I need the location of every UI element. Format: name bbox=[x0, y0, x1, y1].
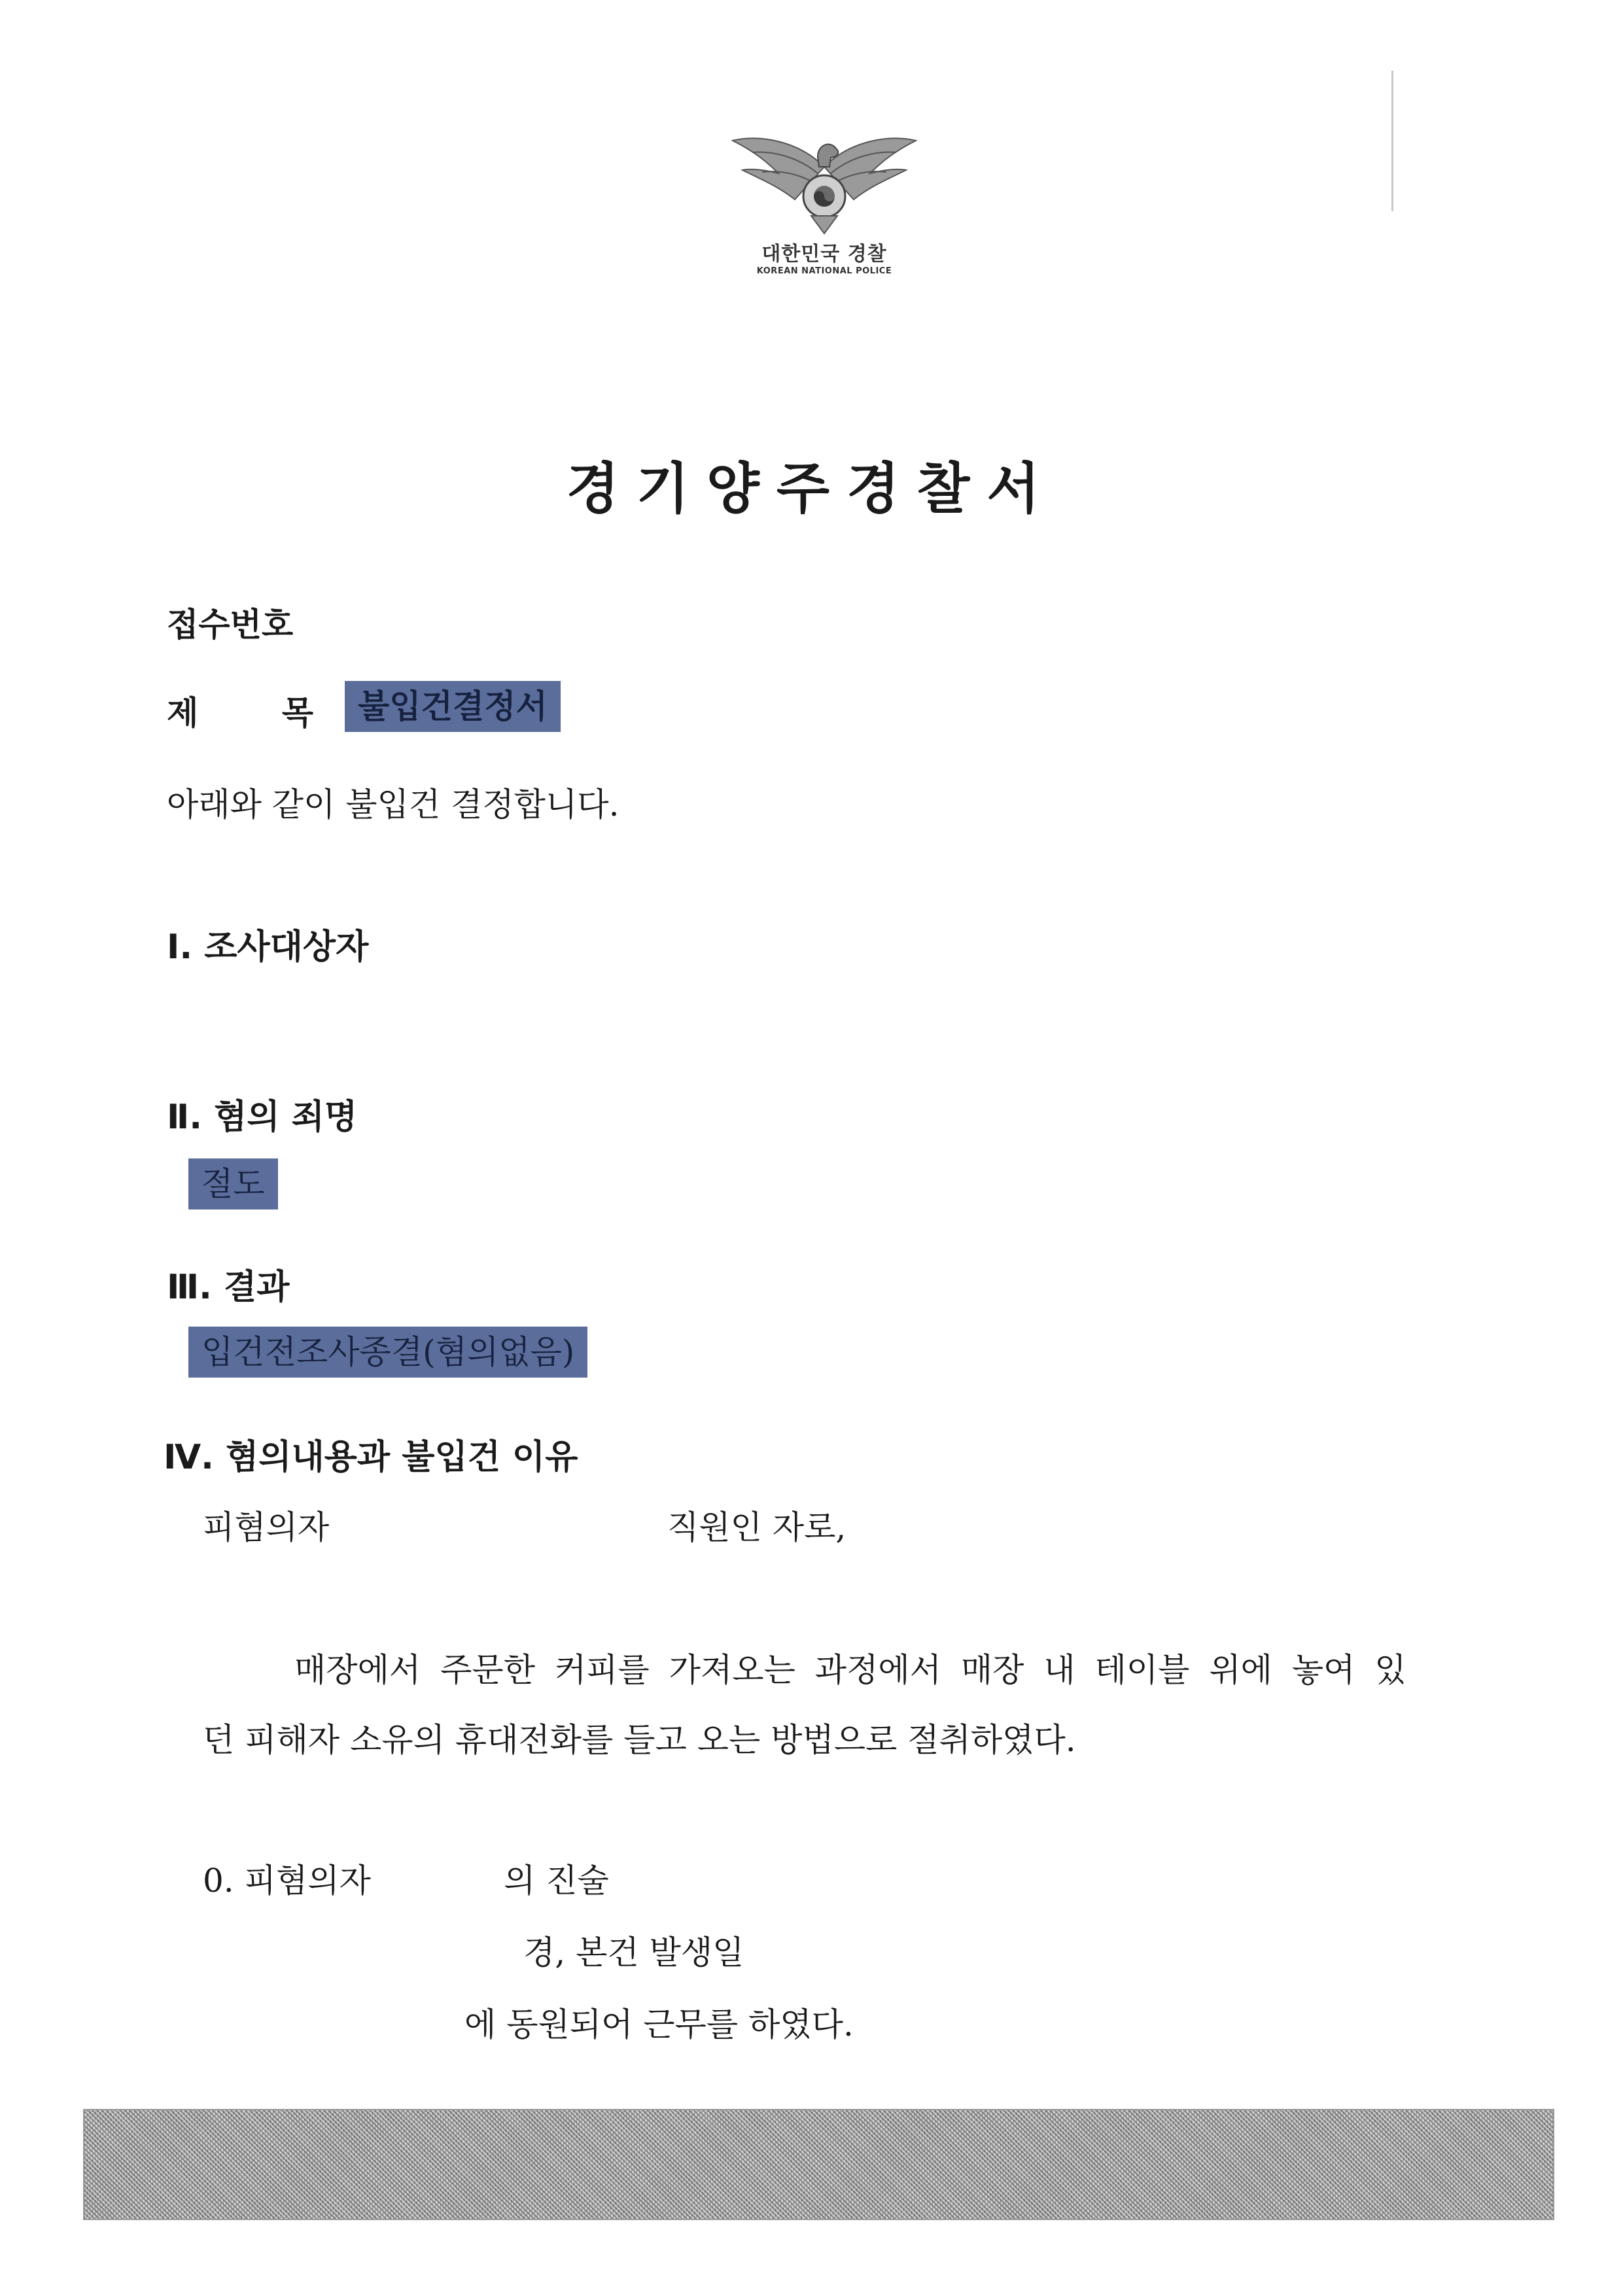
paragraph-line-2: 던 피해자 소유의 휴대전화를 들고 오는 방법으로 절취하였다. bbox=[203, 1721, 1076, 1759]
paragraph-line-1: 매장에서 주문한 커피를 가져오는 과정에서 매장 내 테이블 위에 놓여 있 bbox=[294, 1651, 1406, 1689]
section-4-heading: Ⅳ. 혐의내용과 불입건 이유 bbox=[164, 1438, 578, 1477]
document-title: 경기양주경찰서 bbox=[566, 456, 1057, 521]
police-logo bbox=[726, 121, 922, 276]
suspect-suffix: 직원인 자로, bbox=[667, 1508, 846, 1546]
intro-text: 아래와 같이 불입건 결정합니다. bbox=[167, 786, 620, 824]
suspect-prefix: 피혐의자 bbox=[203, 1508, 330, 1546]
statement-suffix: 의 진술 bbox=[504, 1862, 609, 1900]
reception-number-label: 접수번호 bbox=[167, 606, 294, 644]
statement-line-3: 에 동원되어 근무를 하였다. bbox=[464, 2006, 854, 2044]
logo-name-english: KOREAN NATIONAL POLICE bbox=[756, 266, 892, 276]
result-value: 입건전조사종결(혐의없음) bbox=[188, 1327, 587, 1378]
section-2-heading: Ⅱ. 혐의 죄명 bbox=[167, 1098, 358, 1137]
statement-prefix: 0. 피혐의자 bbox=[203, 1862, 371, 1900]
section-3-heading: Ⅲ. 결과 bbox=[167, 1268, 290, 1307]
statement-line-2: 경, 본건 발생일 bbox=[523, 1934, 744, 1972]
subject-value: 불입건결정서 bbox=[345, 681, 561, 732]
offense-name: 절도 bbox=[188, 1158, 278, 1209]
police-eagle-emblem-icon bbox=[726, 121, 922, 235]
redacted-noise-band bbox=[83, 2109, 1554, 2220]
scan-artifact-line bbox=[1391, 71, 1393, 211]
subject-label: 제 목 bbox=[167, 694, 314, 732]
logo-name-korean: 대한민국 경찰 bbox=[761, 243, 887, 266]
section-1-heading: Ⅰ. 조사대상자 bbox=[167, 928, 369, 967]
